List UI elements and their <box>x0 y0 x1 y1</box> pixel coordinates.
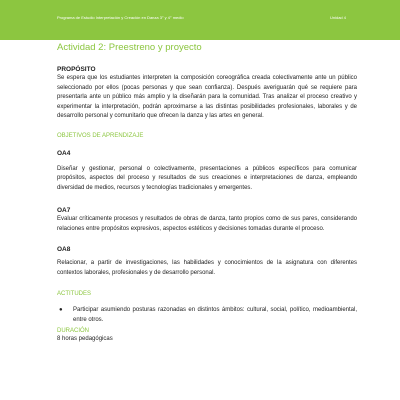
oa7-code: OA7 <box>57 207 71 214</box>
oa4-text: Diseñar y gestionar, personal o colectivamente, presentaciones a públicos específicos para comunicar propósitos, aspectos del proceso y resultados de sus creaciones e interpretaciones de danza, empleando diversidad de medios, recursos y tecnologías tradicionales y emergentes. <box>57 165 357 191</box>
unit-label: Unidad 4 <box>329 15 346 20</box>
duracion-heading: DURACIÓN <box>57 328 90 334</box>
proposito-heading: PROPÓSITO <box>57 66 96 73</box>
bullet-dot-icon: ● <box>59 307 63 313</box>
proposito-text: Se espera que los estudiantes interpreten la composición coreográfica creada colectivamente ante un público seleccionado por ellos (pocas personas y que sean confianza). Después averiguarán qué se requiere para presentarla ante un público más amplio y la diseñarán para la comunidad. Tras analizar el proceso creativo y experimentar la interpretación, podrán aproximarse a las distintas posibilidades profesionales, laborales y de desarrollo personal y comunitario que ofrecen la danza y las artes en general. <box>57 75 357 119</box>
program-title: Programa de Estudio Interpretación y Creación en Danza 3° y 4° medio <box>57 15 184 20</box>
activity-title: Actividad 2: Preestreno y proyecto <box>57 42 202 53</box>
oa7-text: Evaluar críticamente procesos y resultados de obras de danza, tanto propios como de sus pares, considerando relaciones entre propósitos expresivos, aspectos estéticos y decisiones tomadas durante el proceso. <box>57 216 357 232</box>
objetivos-heading: OBJETIVOS DE APRENDIZAJE <box>57 132 144 139</box>
actitud-text: Participar asumiendo posturas razonadas en distintos ámbitos: cultural, social, político, medioambiental, entre otros. <box>73 307 357 323</box>
oa4-code: OA4 <box>57 149 71 157</box>
oa8-text: Relacionar, a partir de investigaciones, las habilidades y conocimientos de la asignatura con diferentes contextos laborales, profesionales y de desarrollo personal. <box>57 260 357 276</box>
actitudes-heading: ACTITUDES <box>57 291 92 297</box>
page-header-band <box>0 0 400 40</box>
document-body <box>57 42 357 345</box>
duracion-text: 8 horas pedagógicas <box>57 336 113 342</box>
actitud-item <box>57 306 357 325</box>
oa8-code: OA8 <box>57 246 71 253</box>
